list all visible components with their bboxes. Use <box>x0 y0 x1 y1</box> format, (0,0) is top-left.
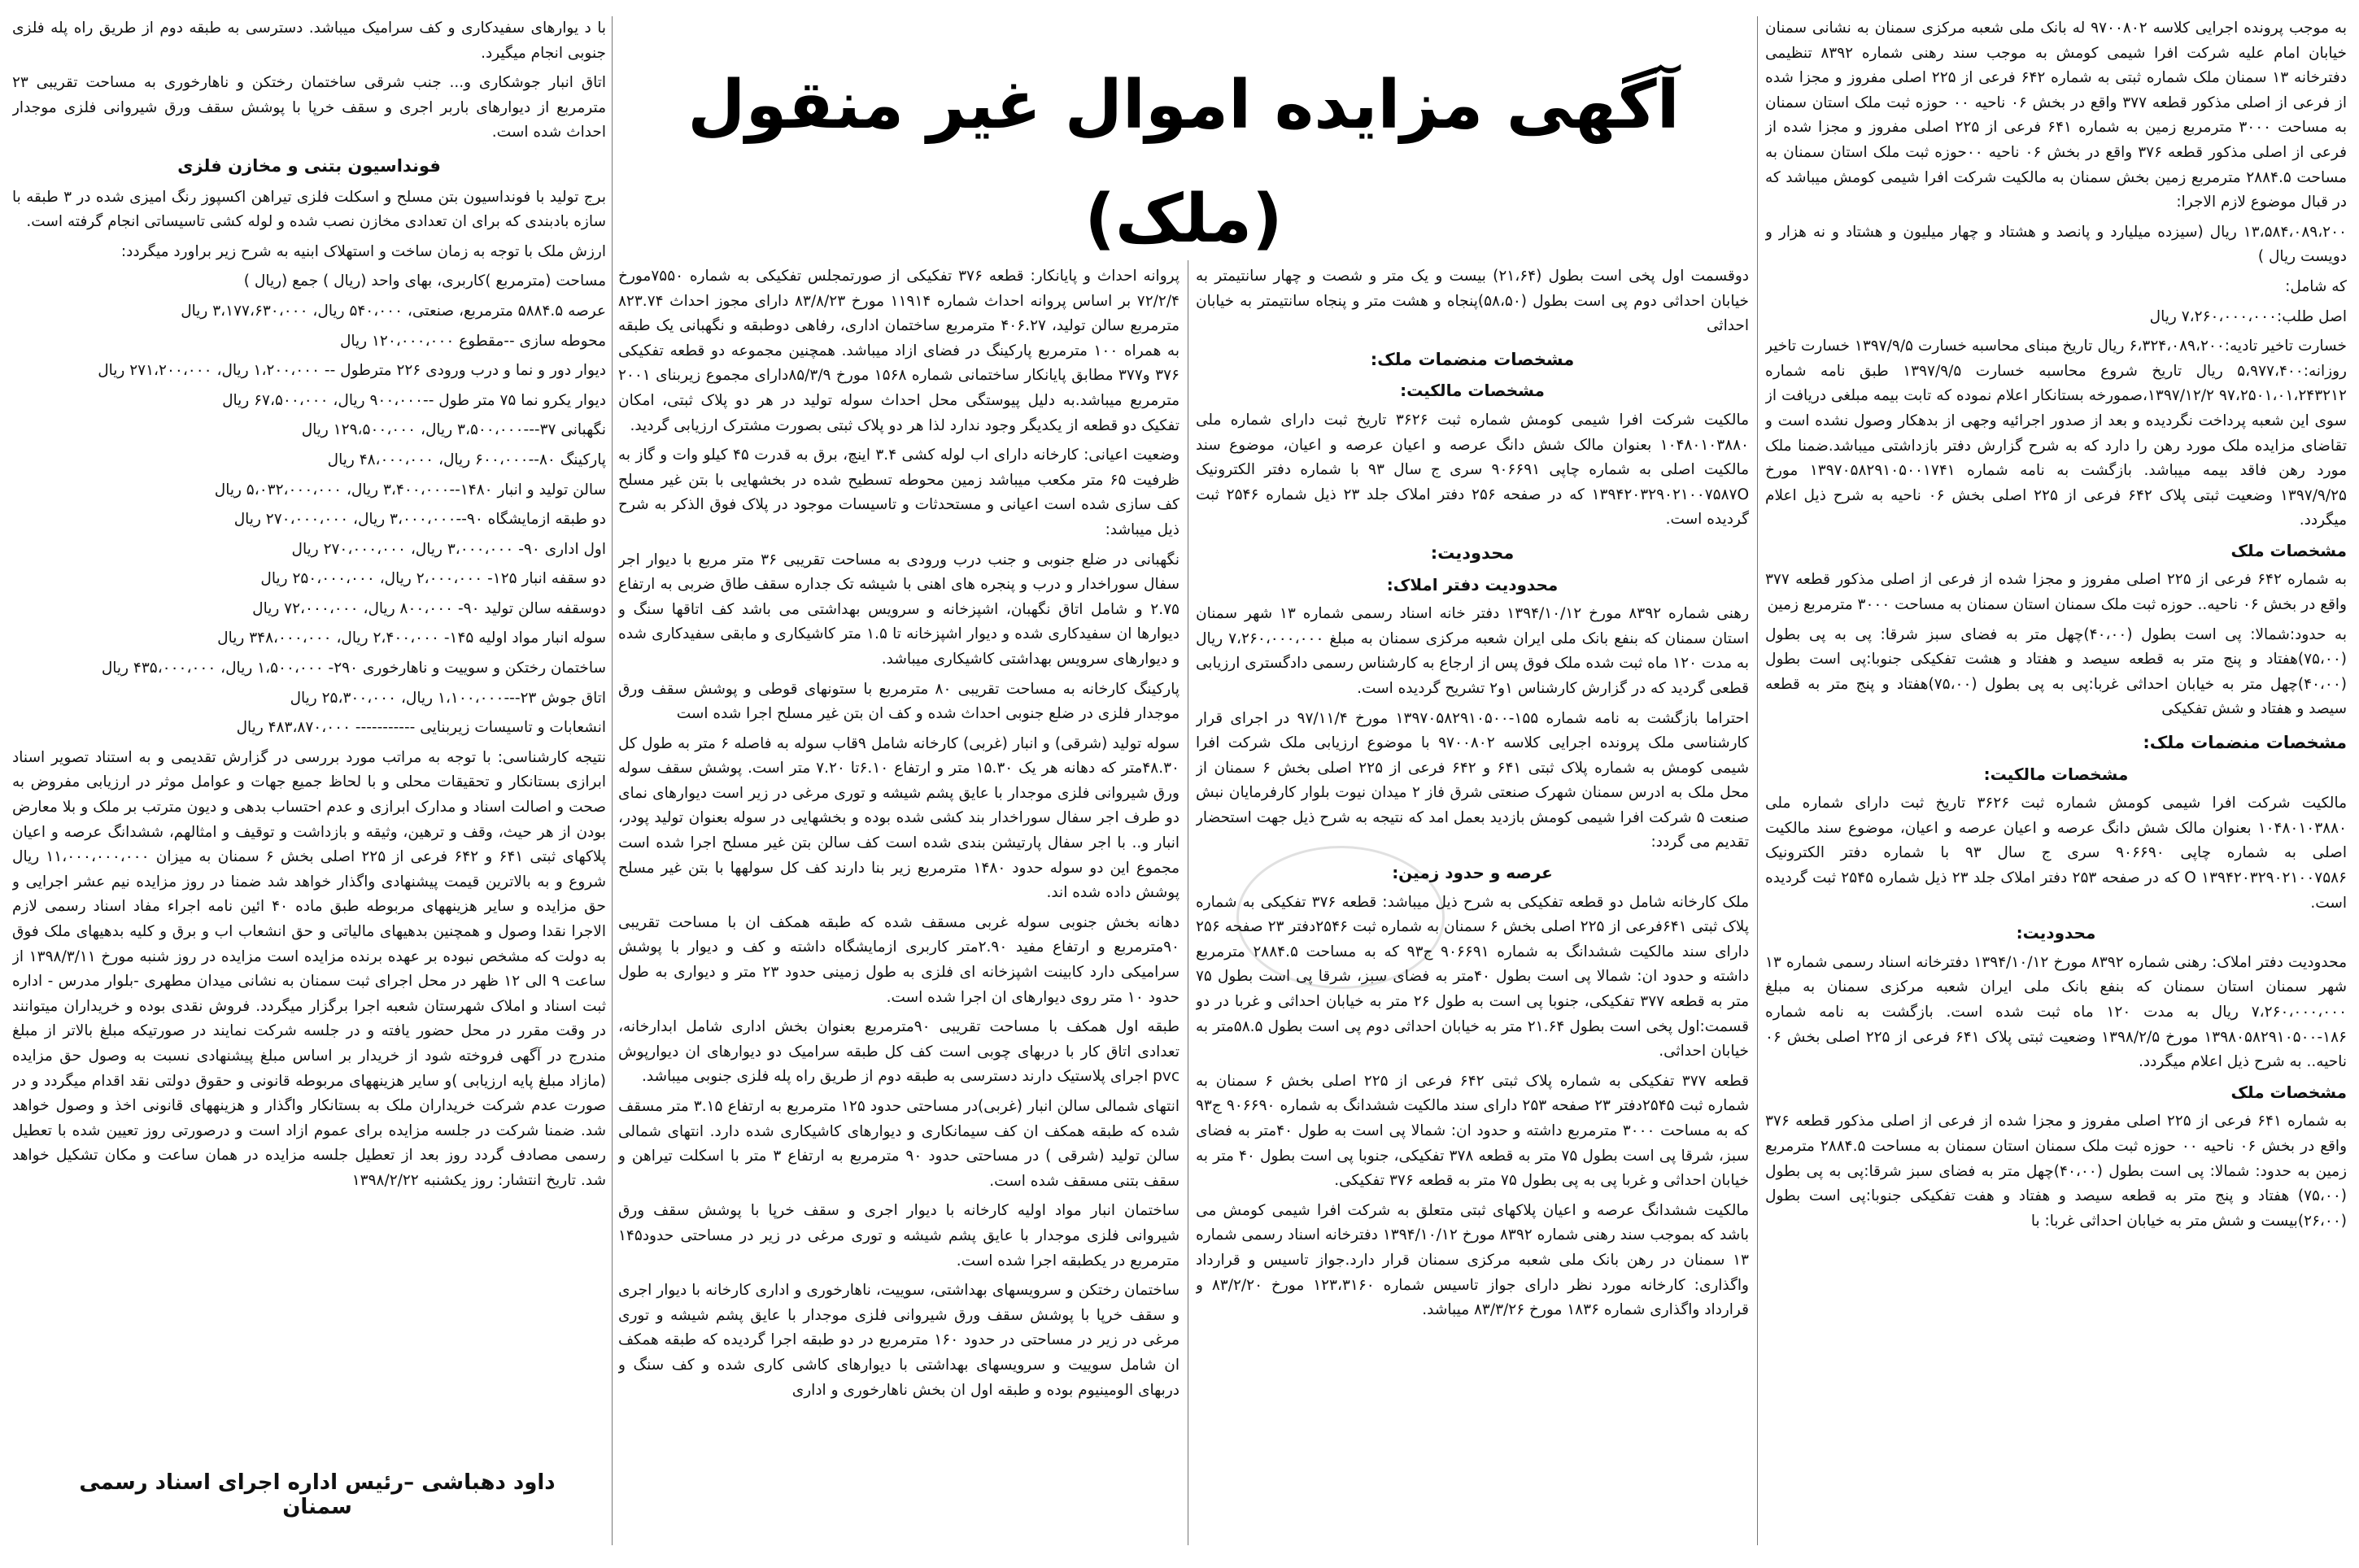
paragraph: که شامل: <box>2285 277 2347 295</box>
signature-line: داود دهباشی –رئیس اداره اجرای اسناد رسمی سمنان <box>79 1470 556 1519</box>
valuation-row: دوسقفه سالن تولید ۹۰- ۸۰۰،۰۰۰ ریال، ۷۲،۰۰۰،۰۰۰ ریال <box>252 599 606 617</box>
paragraph: با د یوارهای سفیدکاری و کف سرامیک میباشد. دسترسی به طبقه دوم از طریق راه پله فلزی جنوبی انجام میگیرد. <box>12 20 606 62</box>
valuation-row: نگهبانی ۳۷---۳،۵۰۰،۰۰۰ ریال، ۱۲۹،۵۰۰،۰۰۰ ریال <box>301 421 606 439</box>
valuation-row: پارکینگ ۸۰--۶۰۰،۰۰۰ ریال، ۴۸،۰۰۰،۰۰۰ ریال <box>327 451 606 468</box>
section-heading: عرصه و حدود زمین: <box>1392 863 1553 883</box>
valuation-row: محوطه سازی --مقطوع ۱۲۰،۰۰۰،۰۰۰ ریال <box>339 332 606 350</box>
paragraph: پارکینگ کارخانه به مساحت تقریبی ۸۰ مترمربع با ستونهای قوطی و پوشش سقف ورق موجدار فلزی در ضلع جنوبی احداث شده و کف ان بتن غیر مسلح اجرا شده است <box>618 680 1180 723</box>
section-subheading: مشخصات مالکیت: <box>1983 764 2129 784</box>
paragraph: مالکیت شرکت افرا شیمی کومش شماره ثبت ۳۶۲۶ تاریخ ثبت دارای شماره ملی ۱۰۴۸۰۱۰۳۸۸۰ بعنوان مالک شش دانگ عرصه و اعیان عرصه و اعیان، موضوع سند مالکیت اصلی به شماره چاپی ۹۰۶۶۹۰ سری ج سال ۹۳ با شماره دفتر الکترونیک ۱۳۹۴۲۰۳۲۹۰۲۱۰۰۷۵۸۶ O که در صفحه ۲۵۳ دفتر املاک جلد ۲۳ ذیل شماره ۲۵۴۵ ثبت گردیده است. <box>1765 795 2347 912</box>
paragraph: انتهای شمالی سالن انبار (غربی)در مساحتی حدود ۱۲۵ مترمربع به ارتفاع ۳.۱۵ متر مسقف شده که طبقه همکف ان کف سیمانکاری و دیوارهای کاشیکاری شده دارد. انتهای شمالی سالن تولید (شرقی ) در مساحتی حدود ۹۰ مترمربع به ارتفاع ۳ متر با اسکلت تیراهن و سقف بتنی مسقف شده است. <box>618 1098 1180 1190</box>
paragraph: محدودیت دفتر املاک: رهنی شماره ۸۳۹۲ مورخ ۱۳۹۴/۱۰/۱۲ دفترخانه اسناد رسمی شماره ۱۳ شهر سمنان استان سمنان که بنفع بانک ملی ایران شعبه مرکزی سمنان به مبلغ ۷،۲۶۰،۰۰۰،۰۰۰ ریال به مدت ۱۲۰ ماه ثبت شده است. بازگشت به نامه شماره ۱۸۶-۱۳۹۸۰۵۸۲۹۱۰۵۰۰ مورخ ۱۳۹۸/۲/۵ وضعیت ثبتی پلاک ۶۴۱ فرعی از ۲۲۵ اصلی بخش ۰۶ ناحیه.. به شرح ذیل اعلام میگردد. <box>1765 953 2347 1071</box>
paragraph: وضعیت اعیانی: کارخانه دارای اب لوله کشی ۳.۴ اینچ، برق به قدرت ۴۵ کیلو وات و گاز به ظرفیت ۶۵ متر مکعب میباشد زمین محوطه تسطیح شده در بخشهایی با بتن غیر مسلح کف سازی شده است اعیانی و مستحدثات و تاسیسات موجود در پلاک فوق الذکر به شرح ذیل میباشد: <box>618 446 1180 538</box>
section-heading: فونداسیون بتنی و مخازن فلزی <box>177 155 441 176</box>
valuation-row: مساحت (مترمربع )کاربری، بهای واحد (ریال ) جمع (ریال ) <box>243 272 606 290</box>
section-subheading: محدودیت دفتر املاک: <box>1386 574 1559 595</box>
paragraph: اصل طلب:۷،۲۶۰،۰۰۰،۰۰۰ ریال <box>2149 307 2347 325</box>
section-heading: مشخصات منضمات ملک: <box>1370 349 1575 369</box>
paragraph: ۱۳،۵۸۴،۰۸۹،۲۰۰ ریال (سیزده میلیارد و پانصد و هشتاد و چهار میلیون و هشتاد و نه هزار و دویست ریال ) <box>1765 223 2347 266</box>
valuation-row: عرصه ۵۸۸۴.۵ مترمربع، صنعتی، ۵۴۰،۰۰۰ ریال، ۳،۱۷۷،۶۳۰،۰۰۰ ریال <box>181 302 606 320</box>
section-heading: مشخصات ملک <box>2230 540 2347 560</box>
paragraph: نگهبانی در ضلع جنوبی و جنب درب ورودی به مساحت تقریبی ۳۶ متر مربع با دیوار اجر سفال سوراخدار و درب و پنجره های اهنی با شیشه تک جداره سقف طاق ضربی به ارتفاع ۲.۷۵ و شامل اتاق نگهبان، اشپزخانه و سرویس بهداشتی می باشد کف اتاقها سنگ و دیوارها ان سفیدکاری شده و دیوار اشپزخانه تا ۱.۵ متر کاشیکاری و مابقی سفیدکاری شده و دیوارهای سرویس بهداشتی کاشیکاری میباشد. <box>618 551 1180 668</box>
column-2 <box>1196 264 1749 1568</box>
paragraph: رهنی شماره ۸۳۹۲ مورخ ۱۳۹۴/۱۰/۱۲ دفتر خانه اسناد رسمی شماره ۱۳ شهر سمنان استان سمنان که بنفع بانک ملی ایران شعبه مرکزی سمنان به مبلغ ۷،۲۶۰،۰۰۰،۰۰۰ ریال به مدت ۱۲۰ ماه ثبت شده ملک فوق پس از ارجاع به کارشناس رسمی دادگستری ارزیابی قطعی گردید که در گزارش کارشناس ۱و۲ تشریح گردیده است. <box>1196 605 1749 697</box>
valuation-row: ساختمان رختکن و سوییت و ناهارخوری ۲۹۰- ۱،۵۰۰،۰۰۰ ریال، ۴۳۵،۰۰۰،۰۰۰ ریال <box>101 660 606 677</box>
column-4 <box>12 16 606 1561</box>
valuation-row: سالن تولید و انبار ۱۴۸۰--۳،۴۰۰،۰۰۰ ریال، ۵،۰۳۲،۰۰۰،۰۰۰ ریال <box>214 481 606 499</box>
section-heading: محدودیت: <box>2016 923 2096 943</box>
section-heading: مشخصات ملک <box>2230 1082 2347 1102</box>
paragraph: ساختمان انبار مواد اولیه کارخانه با دیوار اجری و سقف خرپا با پوشش سقف ورق شیروانی فلزی موجدار با عایق پشم شیشه و توری مرغی در زیر در مساحتی حدود۱۴۵ مترمربع در یکطبقه اجرا شده است. <box>618 1202 1180 1270</box>
paragraph: مالکیت ششدانگ عرصه و اعیان پلاکهای ثبتی متعلق به شرکت افرا شیمی کومش می باشد که بموجب سند رهنی شماره ۸۳۹۲ مورخ ۱۳۹۴/۱۰/۱۲ دفترخانه اسناد رسمی شماره ۱۳ سمنان در رهن بانک ملی شعبه مرکزی سمنان قرار دارد.جواز تاسیس و قرارداد واگذاری: کارخانه مورد نظر دارای جواز تاسیس شماره ۱۲۳،۳۱۶۰ مورخ ۸۳/۲/۲۰ و قرارداد واگذاری شماره ۱۸۳۶ مورخ ۸۳/۳/۲۶ میباشد. <box>1196 1201 1749 1319</box>
paragraph: دوقسمت اول پخی است بطول (۲۱،۶۴) بیست و یک متر و شصت و چهار سانتیمتر به خیابان احداثی دوم پی است بطول (۵۸،۵۰)پنجاه و هشت متر و پنجاه سانتیمتر به خیابان احداثی <box>1196 268 1749 335</box>
paragraph: ساختمان رختکن و سرویسهای بهداشتی، سوییت، ناهارخوری و اداری کارخانه با دیوار اجری و سقف خرپا با پوشش سقف ورق شیروانی فلزی موجدار با عایق پشم شیشه و توری مرغی در زیر در مساحتی در حدود ۱۶۰ مترمربع در دو طبقه اجرا گردیده که طبقه همکف ان شامل سوییت و سرویسهای بهداشتی با دیوارهای کاشی کاری شده و کف سنگ و دربهای الومینیوم بوده و طبقه اول ان بخش ناهارخوری و اداری <box>618 1282 1180 1399</box>
paragraph: سوله تولید (شرقی) و انبار (غربی) کارخانه شامل ۹قاب سوله به فاصله ۶ متر به طول کل ۴۸.۳۰متر که دهانه هر یک ۱۵.۳۰ متر و ارتفاع ۶.۱۰تا ۷.۲۰ متر است. پوشش سقف سوله ورق شیروانی فلزی موجدار با عایق پشم شیشه و توری مرغی در زیر است دیوارهای نمای دو طرف اجر سفال سوراخدار بند کشی شده بوده و بخشهایی در سوله بعنوان تولید پودر، انبار و.. با اجر سفال پارتیشن بندی شده است کف سالن بتن غیر مسلح اجرا شده است مجموع این دو سوله حدود ۱۴۸۰ مترمربع زیر بنا دارند کف کل سولهها با بتن غیر مسلح پوشش داده شده اند. <box>618 734 1180 902</box>
valuation-row: دو طبقه ازمایشگاه ۹۰--۳،۰۰۰،۰۰۰ ریال، ۲۷۰،۰۰۰،۰۰۰ ریال <box>233 511 606 529</box>
paragraph: به حدود:شمالا: پی است بطول (۴۰،۰۰)چهل متر به فضای سبز شرقا: پی به پی بطول (۷۵،۰۰)هفتاد و پنج متر به قطعه سیصد و هفتاد و هشت تفکیکی جنوبا:پی است بطول (۴۰،۰۰)چهل متر به خیابان احداثی غربا:پی به پی بطول (۷۵،۰۰)هفتاد و پنج متر به قطعه سیصد و هفتاد و شش تفکیکی <box>1765 625 2347 718</box>
paragraph: نتیجه کارشناسی: با توجه به مراتب مورد بررسی در گزارش تقدیمی و به استناد تصویر اسناد ابرازی بستانکار و تحقیقات محلی و با لحاظ جمیع جهات و عوامل موثر در ارزیابی مفروض به صحت و اصالت اسناد و مدارک ابرازی و عدم احتساب بدهی و دیون مترتب بر ملک و بلا معارض بودن از هر حیث، وقف و ترهین، وثیقه و بازداشت و توقیف و امثالهم، ششدانگ عرصه و اعیان پلاکهای ثبتی ۶۴۱ و ۶۴۲ فرعی از ۲۲۵ اصلی بخش ۶ سمنان به میزان ۱۱،۰۰۰،۰۰۰،۰۰۰ ریال شروع و به بالاترین قیمت پیشنهادی واگذار خواهد شد ضمنا در روز مزایده نیم عشر اجرایی و حق مزایده و سایر هزینههای مربوطه طبق ماده ۴۰ ائین نامه اجراء مفاد اسناد رسمی لازم الاجرا نقدا وصول و همچنین بدهیهای مالیاتی و حق انشعاب اب و برق و کلیه بدهیهای ملک فوق به دولت که مشخص نبوده بر عهده برنده مزایده است مزایده در روز شنبه مورخ ۱۳۹۸/۳/۱۱ از ساعت ۹ الی ۱۲ ظهر در محل اجرای ثبت سمنان به نشانی میدان مطهری -بلوار مدرس - اداره ثبت اسناد و املاک شهرستان شعبه اجرا برگزار میگردد. فروش نقدی بوده و خریداران میتوانند در وقت مقرر در محل حضور یافته و در جلسه شرکت نمایند در صورتیکه مبلغ بالاتر از مبلغ مندرج در آگهی فروخته شود از خریدار بر اساس مبلغ پیشنهادی نسبت به وصول حق مزایده (مازاد مبلغ پایه ارزیابی )و سایر هزینههای مربوطه قانونی و حقوق دولتی نقد اقدام میگردد و در صورت عدم شرکت خریداران ملک به بستانکار واگذار و هزینههای قانونی اخذ و وصول خواهد شد. ضمنا شرکت در جلسه مزایده برای عموم ازاد است و درصورتی روز تعیین شده با تعطیل رسمی مصادف گردد روز بعد از تعطیل جلسه مزایده در همان ساعت و مکان تشکیل خواهد شد. تاریخ انتشار: روز یکشنبه ۱۳۹۸/۲/۲۲ <box>12 748 606 1189</box>
paragraph: دهانه بخش جنوبی سوله غربی مسقف شده که طبقه همکف ان با مساحت تقریبی ۹۰مترمربع و ارتفاع مفید ۲.۹۰متر کاربری ازمایشگاه داشته و کف و دیوار با پوشش سرامیکی دارد کابینت اشپزخانه ای فلزی به طول زمینی حدود ۲۳ متر و دیواری به طول حدود ۱۰ متر روی دیوارهای ان اجرا شده است. <box>618 913 1180 1006</box>
paragraph: اتاق انبار جوشکاری و... جنب شرقی ساختمان رختکن و ناهارخوری به مساحت تقریبی ۲۳ مترمربع از دیوارهای باربر اجری و سقف خرپا با پوشش سقف ورق شیروانی فلزی موجدار احداث شده است. <box>12 74 606 142</box>
paragraph: به شماره ۶۴۲ فرعی از ۲۲۵ اصلی مفروز و مجزا شده از فرعی از اصلی مذکور قطعه ۳۷۷ واقع در بخش ۰۶ ناحیه.. حوزه ثبت ملک سمنان استان سمنان به مساحت ۳۰۰۰ مترمربع زمین <box>1765 571 2347 614</box>
section-heading: محدودیت: <box>1430 542 1515 563</box>
valuation-row: دیوار دور و نما و درب ورودی ۲۲۶ مترطول -- ۱،۲۰۰،۰۰۰ ریال، ۲۷۱،۲۰۰،۰۰۰ ریال <box>98 362 606 380</box>
column-3 <box>618 264 1180 1568</box>
column-1 <box>1765 16 2347 1561</box>
paragraph: به شماره ۶۴۱ فرعی از ۲۲۵ اصلی مفروز و مجزا شده از فرعی از اصلی مذکور قطعه ۳۷۶ واقع در بخش ۰۶ ناحیه ۰۰ حوزه ثبت ملک سمنان استان سمنان به مساحت ۲۸۸۴.۵ مترمربع زمین به حدود: شمالا: پی است بطول (۴۰،۰۰)چهل متر به فضای سبز شرقا:پی به پی بطول (۷۵،۰۰) هفتاد و پنج متر به قطعه سیصد و هفتاد و هفت تفکیکی جنوبا:پی است بطول (۲۶،۰۰)بیست و شش متر به خیابان احداثی غربا: با <box>1765 1113 2347 1230</box>
paragraph: احتراما بازگشت به نامه شماره ۱۵۵-۱۳۹۷۰۵۸۲۹۱۰۵۰۰ مورخ ۹۷/۱۱/۴ در اجرای قرار کارشناسی ملک پرونده اجرایی کلاسه ۹۷۰۰۸۰۲ با موضوع ارزیابی ملک شرکت افرا شیمی کومش به شماره پلاک ثبتی ۶۴۱ و ۶۴۲ فرعی از ۲۲۵ اصلی بخش ۶ سمنان از محل ملک به ادرس سمنان شهرک صنعتی شرق فاز ۲ میدان نیوت بلوار کارفرمایان نبش صنعت ۵ شرکت افرا شیمی کومش بازدید بعمل امد که نتیجه به شرح ذیل جهت استحضار تقدیم می گردد: <box>1196 709 1749 852</box>
column-divider <box>612 16 613 1545</box>
paragraph: قطعه ۳۷۷ تفکیکی به شماره پلاک ثبتی ۶۴۲ فرعی از ۲۲۵ اصلی بخش ۶ سمنان به شماره ثبت ۲۵۴۵دفتر ۲۳ صفحه ۲۵۳ دارای سند مالکیت ششدانگ به شماره ۹۰۶۶۹۰ ج۹۳ که به مساحت ۳۰۰۰ مترمربع داشته و حدود ان: شمالا پی است به طول ۴۰متر به فضای سبز، شرقا پی است بطول ۷۵ متر به قطعه ۳۷۸ تفکیکی، جنوبا پی است بطول ۴۰ متر به خیابان احداثی و غربا پی به پی بطول ۷۵ متر به قطعه ۳۷۶ تفکیکی. <box>1196 1072 1749 1190</box>
paragraph: ارزش ملک با توجه به زمان ساخت و استهلاک ابنیه به شرح زیر براورد میگردد: <box>120 242 606 260</box>
valuation-row: اول اداری ۹۰- ۳،۰۰۰،۰۰۰ ریال، ۲۷۰،۰۰۰،۰۰۰ ریال <box>291 540 606 558</box>
valuation-row: دیوار یکرو نما ۷۵ متر طول --۹۰۰،۰۰۰ ریال، ۶۷،۵۰۰،۰۰۰ ریال <box>222 391 606 409</box>
valuation-row: دو سقفه انبار ۱۲۵- ۲،۰۰۰،۰۰۰ ریال، ۲۵۰،۰۰۰،۰۰۰ ریال <box>260 570 606 588</box>
paragraph: خسارت تاخیر تادیه:۶،۳۲۴،۰۸۹،۲۰۰ ریال تاریخ مبنای محاسبه خسارت ۱۳۹۷/۹/۵ خسارت تاخیر روزانه:۵،۹۷۷،۴۰۰ ریال تاریخ شروع محاسبه خسارت ۱۳۹۷/۹/۵ طبق نامه شماره ۹۷،۲۵۰۱،۰۱،۲۴۳۲۱۲ ۱۳۹۷/۱۲/۲،صمورخه بستانکار اعلام نموده که تابت بیمه مبلغی دریافت از سوی این شعبه پرداخت نگردیده و بعد از صدور اجرائیه وجهی از بدهکار وصول نشده است و تقاضای مزایده ملک مورد رهن را دارد که به شرح گزارش دفتر بازداشتی میباشد.ضمنا ملک مورد رهن فاقد بیمه میباشد. بازگشت به نامه شماره ۱۳۹۷۰۵۸۲۹۱۰۵۰۰۱۷۴۱ مورخ ۱۳۹۷/۹/۲۵ وضعیت ثبتی پلاک ۶۴۲ فرعی از ۲۲۵ اصلی بخش ۰۶ ناحیه به شرح ذیل اعلام میگردد. <box>1765 338 2347 529</box>
paragraph: به موجب پرونده اجرایی کلاسه ۹۷۰۰۸۰۲ له بانک ملی شعبه مرکزی سمنان به نشانی سمنان خیابان امام علیه شرکت افرا شیمی کومش به موجب سند رهنی شماره ۸۳۹۲ تنظیمی دفترخانه ۱۳ سمنان ملک شماره ثبتی به شماره ۶۴۲ فرعی از ۲۲۵ اصلی مفروز و مجزا شده از فرعی از اصلی مذکور قطعه ۳۷۷ واقع در بخش ۰۶ ناحیه ۰۰ حوزه ثبت ملک استان سمنان به مساحت ۳۰۰۰ مترمربع زمین به شماره ۶۴۱ فرعی از ۲۲۵ اصلی مفروز و مجزا شده از فرعی از اصلی مذکور قطعه ۳۷۶ واقع در بخش ۰۶ ناحیه ۰۰حوزه ثبت ملک استان سمنان به مساحت ۲۸۸۴.۵ مترمربع زمین بخش سمنان به مالکیت شرکت افرا شیمی کومش میباشد که در قبال موضوع لازم الاجرا: <box>1765 20 2347 211</box>
notice-title: آگهی مزایده اموال غیر منقول (ملک) <box>687 67 1680 258</box>
paragraph: طبقه اول همکف با مساحت تقریبی ۹۰مترمربع بعنوان بخش اداری شامل ابدارخانه، تعدادی اتاق کار با دربهای چوبی است کف کل طبقه سرامیک دو دیوارهای ان دیوارپوش pvc اجرای پلاستیک دارند دسترسی به طبقه دوم از طریق راه پله فلزی جنوبی میباشد. <box>618 1018 1180 1086</box>
paragraph: مالکیت شرکت افرا شیمی کومش شماره ثبت ۳۶۲۶ تاریخ ثبت دارای شماره ملی ۱۰۴۸۰۱۰۳۸۸۰ بعنوان مالک شش دانگ عرصه و اعیان عرصه و اعیان، موضوع سند مالکیت اصلی به شماره چاپی ۹۰۶۶۹۱ سری ج سال ۹۳ با شماره دفتر الکترونیک ۱۳۹۴۲۰۳۲۹۰۲۱۰۰۷۵۸۷O که در صفحه ۲۵۶ دفتر املاک جلد ۲۳ ذیل شماره ۲۵۴۶ ثبت گردیده است. <box>1196 411 1749 529</box>
paragraph: برج تولید با فونداسیون بتن مسلح و اسکلت فلزی تیراهن اکسپوز رنگ امیزی شده در ۳ طبقه با سازه بادبندی که برای ان تعدادی مخازن نصب شده و لوله کشی تاسیساتی انجام گرفته است. <box>12 188 606 231</box>
valuation-row: اتاق جوش ۲۳---۱،۱۰۰،۰۰۰ ریال، ۲۵،۳۰۰،۰۰۰ ریال <box>290 689 606 707</box>
notice-title-area <box>618 49 1749 258</box>
section-heading: مشخصات منضمات ملک: <box>2143 733 2347 753</box>
paragraph: پروانه احداث و پایانکار: قطعه ۳۷۶ تفکیکی از صورتمجلس تفکیکی به شماره ۷۵۵۰مورخ ۷۲/۲/۴ بر اساس پروانه احداث شماره ۱۱۹۱۴ مورخ ۸۳/۸/۲۳ دارای مجوز احداث ۸۲۳.۷۴ مترمربع سالن تولید، ۴۰۶.۲۷ مترمربع ساختمان اداری، رفاهی دوطبقه و نگهبانی یک طبقه به همراه ۱۰۰ مترمربع پارکینگ در فضای ازاد میباشد. همچنین مجموعه دو قطعه تفکیکی ۳۷۶ و۳۷۷ مطابق پایانکار ساختمانی شماره ۱۵۶۸ مورخ ۸۵/۳/۹دارای مجموع زیربنای ۲۰۰۱ مترمربع میباشد.به دلیل پیوستگی محل احداث سوله تولید در هر دو پلاک ثبتی، امکان تفکیک دو قطعه از یکدیگر وجود ندارد لذا هر دو پلاک ثبتی بصورت مشترک ارزیابی گردید. <box>618 268 1180 434</box>
paragraph: ملک کارخانه شامل دو قطعه تفکیکی به شرح ذیل میباشد: قطعه ۳۷۶ تفکیکی به شماره پلاک ثبتی ۶۴۱فرعی از ۲۲۵ اصلی بخش ۶ سمنان به شماره ثبت ۲۵۴۶دفتر ۲۳ صفحه ۲۵۶ دارای سند مالکیت ششدانگ به شماره ۹۰۶۶۹۱ ج۹۳ که به مساحت ۲۸۸۴.۵ مترمربع داشته و حدود ان: شمالا پی است بطول ۴۰متر به فضای سبز، شرقا پی است بطول ۷۵ متر به قطعه ۳۷۷ تفکیکی، جنوبا پی است به طول ۲۶ متر به خیابان احداثی و غربا در دو قسمت:اول پخی است بطول ۲۱.۶۴ متر به خیابان احداثی دوم پی است بطول ۵۸.۵متر به خیابان احداثی. <box>1196 893 1749 1061</box>
section-subheading: مشخصات مالکیت: <box>1400 381 1545 401</box>
valuation-row: انشعابات و تاسیسات زیربنایی ----------- ۴۸۳،۸۷۰،۰۰۰ ریال <box>236 719 606 737</box>
valuation-row: سوله انبار مواد اولیه ۱۴۵- ۲،۴۰۰،۰۰۰ ریال، ۳۴۸،۰۰۰،۰۰۰ ریال <box>217 629 606 647</box>
column-divider <box>1757 16 1758 1545</box>
